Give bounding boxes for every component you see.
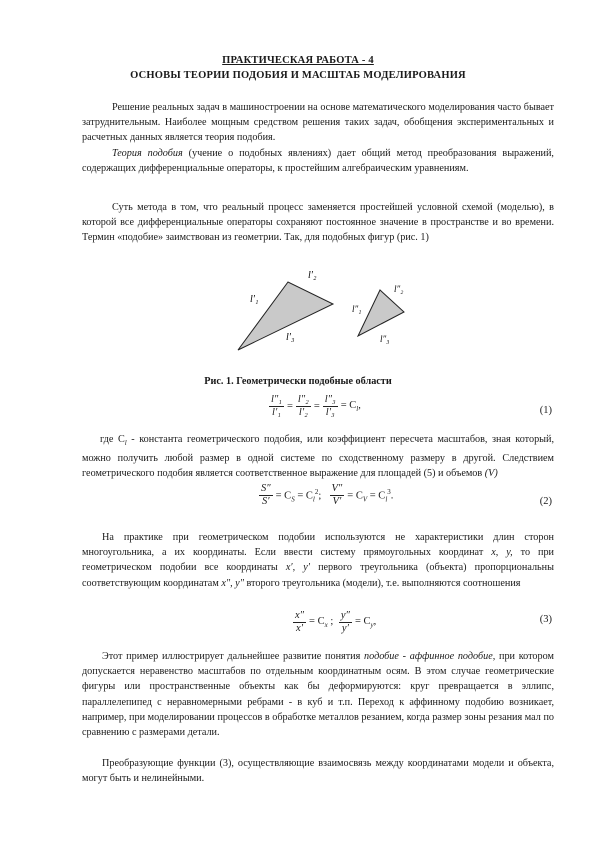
paragraph-4: где $C_l$ - константа геометрического подобия, или коэффициент пересчета масштабов, зная который, можно получить любой размер в одной системе по сходственному размеру в другой. Следствием геометрического подобия является соответственное выражение для площадей (5) и объемов (V) [82,434,555,480]
paragraph-2-text: (учение о подобных явлениях) дает общий метод преобразования выражений, содержащих дифференциальные операторы, к простейшим алгебраическим уравнениям. [82,148,554,175]
paragraph-2 [82,146,554,176]
equation-1-number: (1) [539,405,552,416]
paragraph-5: На практике при геометрическом подобии используются не характеристики длин сторон многоугольника, а их координаты. Если ввести систему прямоугольных координат x, y, то при геометрическом подобии все координаты x′, y′ первого треугольника (объекта) пропорциональны соответствующим координатам x″, y″ второго треугольника (модели), т.е. выполняются соотношения [82,532,555,589]
term-similarity-theory: Теория подобия [112,148,183,159]
small-label-2: l″₂ [394,284,404,294]
big-label-2: l′₂ [308,270,317,281]
work-title: ПРАКТИЧЕСКАЯ РАБОТА - 4 [222,55,374,66]
similar-triangles-figure [228,262,428,362]
work-subtitle: ОСНОВЫ ТЕОРИИ ПОДОБИЯ И МАСШТАБ МОДЕЛИРОВАНИЯ [130,70,466,81]
small-triangle [358,290,404,336]
paragraph-6: Этот пример иллюстрирует дальнейшее развитие понятия подобие - аффинное подобие, при котором допускается неравенство масштабов по отдельным координатным осям. В этом случае геометрические фигуры или пространственные объекты как бы деформируются: круг превращается в эллипс, параллелепипед с неравномерными ребрами - в куб и т.п. Переход к аффинному подобию возникает, например, при моделировании процессов в обработке металлов резанием, когда размер зоны резания мал по сравнению с размерами детали. [82,651,554,739]
paragraph-7: Преобразующие функции (3), осуществляющие взаимосвязь между координатами модели и объекта, могут быть и нелинейными. [82,758,554,785]
paragraph-3: Суть метода в том, что реальный процесс заменяется простейшей условной схемой (моделью), в которой все дифференциальные операторы сохраняют постоянное значение в пространстве и во времени. Термин «подобие» заимствован из геометрии. Так, для подобных фигур (рис. 1) [82,202,554,244]
small-label-3: l″₃ [380,334,390,344]
equation-3: $\frac{x''}{x'}$ = $C_x$ ; $\frac{y''}{y'}$ = $C_y$, [295,610,377,634]
equation-1: $\frac{\text{l″₁}}{\text{l′₁}}$ = $\frac{\text{l″₂}}{\text{l′₂}}$ = $\frac{\text{l″₃}}{\text{l′₃}}$ = $C_l$, [271,394,361,418]
big-label-1: l′₁ [250,294,259,305]
equation-3-number: (3) [539,614,552,625]
big-label-3: l′₃ [286,332,295,343]
paragraph-1: Решение реальных задач в машиностроении на основе математического моделирования часто бывает затруднительным. Наиболее мощным средством решения таких задач, обобщения экспериментальных и расчетных данных является теория подобия. [82,102,554,144]
figure-caption: Рис. 1. Геометрически подобные области [204,376,392,387]
equation-2-number: (2) [539,496,552,507]
equation-2: $\frac{S''}{S'}$ = $C_S = C_l^2$; $\frac{V''}{V'}$ = $C_V = C_l^3$. [261,483,394,507]
small-label-1: l″₁ [352,304,362,314]
